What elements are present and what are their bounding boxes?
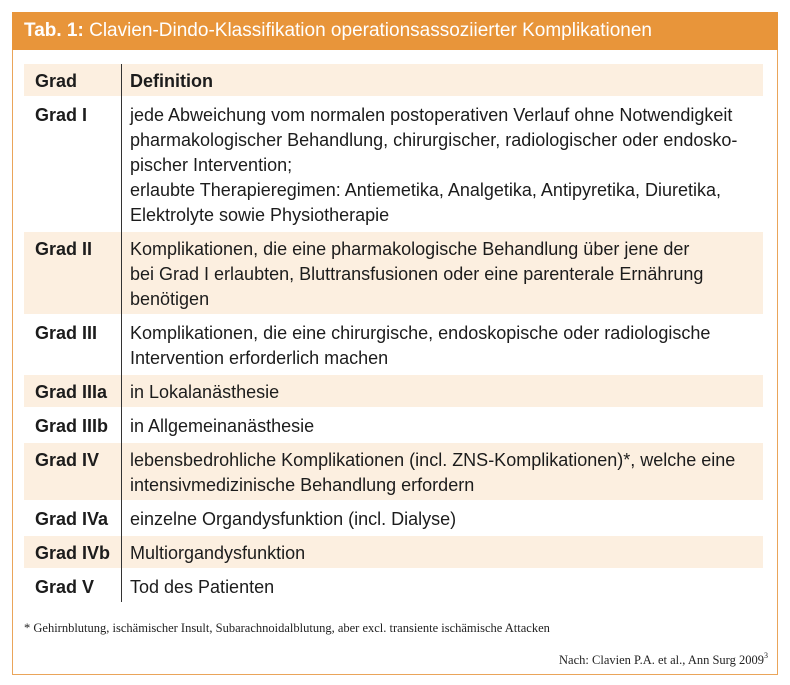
grade-cell: Grad V: [35, 577, 95, 597]
definition-cell: [121, 575, 763, 600]
grade-cell: Grad IVb: [35, 543, 111, 563]
definition-line: Komplikationen, die eine pharmakologische Behandlung über jene der: [130, 239, 690, 259]
definition-line: intensivmedizinische Behandlung erfordern: [130, 475, 475, 495]
definition-cell: [121, 321, 763, 371]
grade-cell: Grad IV: [35, 450, 100, 470]
definition-line: Elektrolyte sowie Physiotherapie: [130, 205, 390, 225]
grade-cell: Grad IIIb: [35, 416, 109, 436]
header-grade: Grad: [35, 71, 78, 91]
grade-cell: Grad II: [35, 239, 93, 259]
definition-cell: [121, 541, 763, 566]
definition-line: lebensbedrohliche Komplikationen (incl. ZNS-Komplikationen)*, welche eine: [130, 450, 736, 470]
definition-line: Komplikationen, die eine chirurgische, endoskopische oder radiologische: [130, 323, 711, 343]
grade-cell: Grad III: [35, 323, 98, 343]
grade-cell: Grad I: [35, 105, 88, 125]
table-body: [24, 64, 763, 602]
grade-cell: Grad IVa: [35, 509, 109, 529]
definition-cell: [121, 448, 763, 498]
definition-cell: [121, 507, 763, 532]
table-row-grad-i: [24, 98, 763, 230]
table-row-grad-v: [24, 570, 763, 602]
table-number: Tab. 1:: [24, 20, 84, 41]
header-definition: Definition: [130, 71, 213, 91]
definition-line: pharmakologischer Behandlung, chirurgischer, radiologischer oder endosko-: [130, 130, 738, 150]
column-divider: [121, 64, 122, 602]
table-row-grad-iiia: [24, 375, 763, 407]
source-text: Nach: Clavien P.A. et al., Ann Surg 2009: [559, 653, 764, 668]
definition-line: in Lokalanästhesie: [130, 382, 280, 402]
table-footnote: * Gehirnblutung, ischämischer Insult, Subarachnoidalblutung, aber excl. transiente ischämische Attacken: [24, 621, 550, 635]
table-title: Clavien-Dindo-Klassifikation operationsassoziierter Komplikationen: [89, 20, 652, 41]
definition-line: bei Grad I erlaubten, Bluttransfusionen oder eine parenterale Ernährung: [130, 264, 704, 284]
definition-cell: [121, 414, 763, 439]
table-row-grad-iii: [24, 316, 763, 373]
table-row-grad-iv: [24, 443, 763, 500]
definition-line: Intervention erforderlich machen: [130, 348, 389, 368]
definition-line: pischer Intervention;: [130, 155, 293, 175]
grade-cell: Grad IIIa: [35, 382, 108, 402]
table-row-grad-iiib: [24, 409, 763, 441]
definition-line: in Allgemeinanästhesie: [130, 416, 315, 436]
table-row-grad-ii: [24, 232, 763, 314]
table-header-row: [24, 64, 763, 96]
source-reference-number: 3: [764, 651, 768, 660]
definition-cell: [121, 237, 763, 312]
definition-line: erlaubte Therapieregimen: Antiemetika, Analgetika, Antipyretika, Diuretika,: [130, 180, 721, 200]
definition-line: Multiorgandysfunktion: [130, 543, 306, 563]
definition-line: jede Abweichung vom normalen postoperativen Verlauf ohne Notwendigkeit: [130, 105, 733, 125]
table-row-grad-iva: [24, 502, 763, 534]
definition-cell: [121, 103, 763, 228]
table-title-bar: [12, 12, 778, 50]
definition-cell: [121, 380, 763, 405]
table-row-grad-ivb: [24, 536, 763, 568]
classification-table: [24, 64, 763, 604]
definition-line: einzelne Organdysfunktion (incl. Dialyse): [130, 509, 457, 529]
definition-line: benötigen: [130, 289, 210, 309]
definition-line: Tod des Patienten: [130, 577, 275, 597]
source-citation: [559, 649, 768, 668]
